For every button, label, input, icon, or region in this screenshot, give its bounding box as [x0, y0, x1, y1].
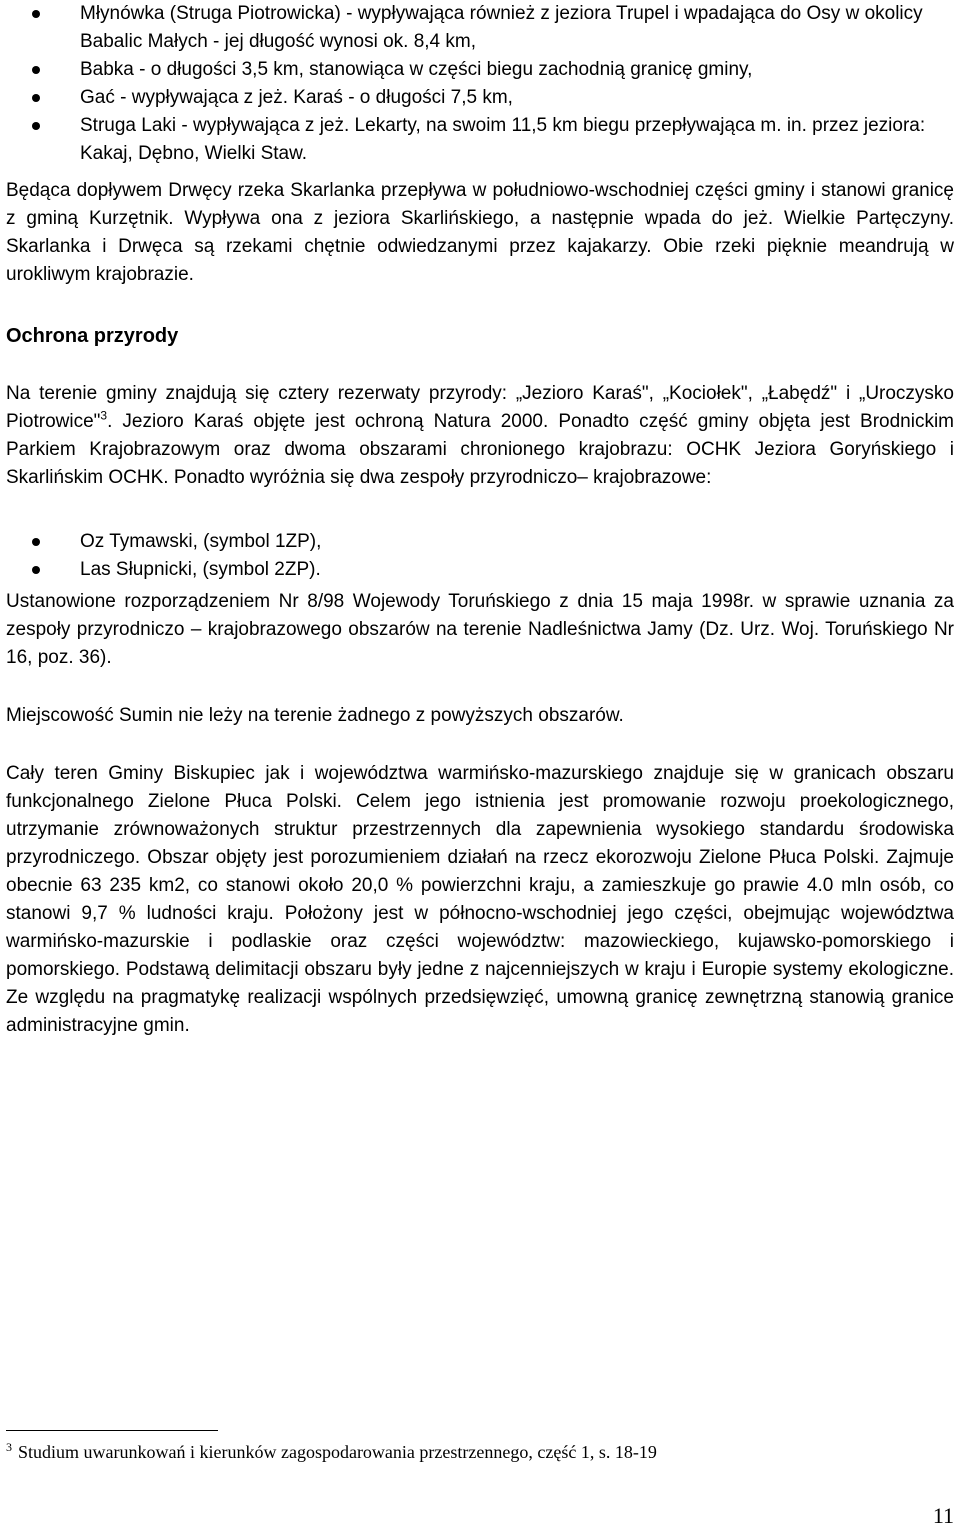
skarlanka-block — [6, 177, 954, 289]
regulation-paragraph: Ustanowione rozporządzeniem Nr 8/98 Wojewody Toruńskiego z dnia 15 maja 1998r. w sprawie uznania za zespoły przyrodniczo – krajobrazowego obszarów na terenie Nadleśnictwa Jamy (Dz. Urz. Woj. Toruńskiego Nr 16, poz. 36). — [6, 591, 954, 668]
rivers-list-block — [6, 0, 954, 168]
sumin-paragraph: Miejscowość Sumin nie leży na terenie żadnego z powyższych obszarów. — [6, 705, 624, 726]
bullet-icon — [32, 94, 40, 102]
bullet-icon — [32, 66, 40, 74]
page-number: 11 — [932, 1503, 954, 1528]
bullet-icon — [32, 538, 40, 546]
list-item: Młynówka (Struga Piotrowicka) - wypływająca również z jeziora Trupel i wpadająca do Osy w okolicy Babalic Małych - jej długość wynosi ok. 8,4 km, — [6, 0, 954, 56]
bullet-icon — [32, 10, 40, 18]
regulation-block — [6, 588, 954, 672]
rivers-list — [6, 0, 954, 168]
section-heading: Ochrona przyrody — [6, 325, 179, 347]
list-item: Oz Tymawski, (symbol 1ZP), — [6, 528, 954, 556]
green-lungs-paragraph: Cały teren Gminy Biskupiec jak i województwa warmińsko-mazurskiego znajduje się w granicach obszaru funkcjonalnego Zielone Płuca Polski. Celem jego istnienia jest promowanie rozwoju proekologicznego, utrzymanie zrównoważonych struktur przestrzennych dla zapewnienia wysokiego standardu środowiska przyrodniczego. Obszar objęty jest porozumieniem działań na rzecz ekorozwoju Zielone Płuca Polski. Zajmuje obecnie 63 235 km2, co stanowi około 20,0 % powierzchni kraju, a zamieszkuje go prawie 4.0 mln osób, co stanowi 9,7 % ludności kraju. Położony jest w północno-wschodniej jego części, obejmując województwa warmińsko-mazurskie i podlaskie oraz części województw: mazowieckiego, kujawsko-pomorskiego i pomorskiego. Podstawą delimitacji obszaru były jedne z najcenniejszych w kraju i Europie systemy ekologiczne. Ze względu na pragmatykę realizacji wspólnych przedsięwzięć, umowną granicę zewnętrzną stanowią granice administracyjne gmin. — [6, 763, 954, 1036]
bullet-icon — [32, 122, 40, 130]
list-item: Las Słupnicki, (symbol 2ZP). — [6, 556, 954, 584]
sumin-block — [6, 702, 954, 730]
bullet-icon — [32, 566, 40, 574]
footnote-number: 3 — [6, 1440, 12, 1454]
footnote-reference[interactable]: 3 — [100, 408, 108, 423]
list-item: Gać - wypływająca z jeż. Karaś - o długości 7,5 km, — [6, 84, 954, 112]
green-lungs-block — [6, 760, 954, 1040]
complexes-list-block — [6, 528, 954, 584]
reserves-paragraph: Na terenie gminy znajdują się cztery rezerwaty przyrody: „Jezioro Karaś", „Kociołek", „Łabędź" i „Uroczysko Piotrowice"$^3$. Jezioro Karaś objęte jest ochroną Natura 2000. Ponadto część gminy objęta jest Brodnickim Parkiem Krajobrazowym oraz dwoma obszarami chronionego krajobrazu: OCHK Jeziora Goryńskiego i Skarlińskim OCHK. Ponadto wyróżnia się dwa zespoły przyrodniczo– krajobrazowe: — [6, 383, 954, 488]
heading-block — [6, 322, 954, 350]
list-item: Babka - o długości 3,5 km, stanowiąca w części biegu zachodnią granicę gminy, — [6, 56, 954, 84]
reserves-block — [6, 380, 954, 492]
footnote-text: Studium uwarunkowań i kierunków zagospodarowania przestrzennego, część 1, s. 18-19 — [18, 1442, 657, 1462]
footnote-separator — [6, 1430, 218, 1431]
list-item: Struga Laki - wypływająca z jeż. Lekarty, na swoim 11,5 km biegu przepływająca m. in. przez jeziora: Kakaj, Dębno, Wielki Staw. — [6, 112, 954, 168]
complexes-list — [6, 528, 954, 584]
footnote — [6, 1440, 954, 1464]
skarlanka-paragraph: Będąca dopływem Drwęcy rzeka Skarlanka przepływa w południowo-wschodniej części gminy i stanowi granicę z gminą Kurzętnik. Wypływa ona z jeziora Skarlińskiego, a następnie wpada do jeż. Wielkie Partęczyny. Skarlanka i Drwęca są rzekami chętnie odwiedzanymi przez kajakarzy. Obie rzeki pięknie meandrują w urokliwym krajobrazie. — [6, 180, 954, 285]
